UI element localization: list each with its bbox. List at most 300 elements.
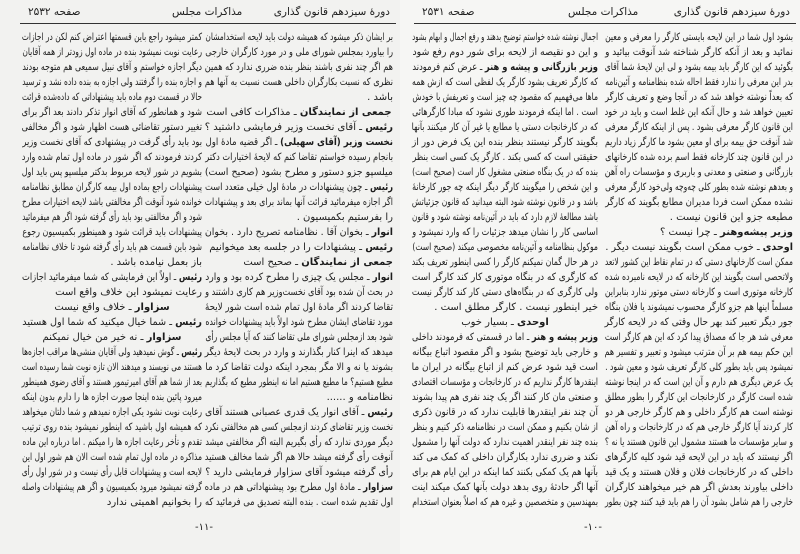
line-text: باشد مطالعهٔ لازم دارد که باید در آئین‌نامه نوشته شود و قانون	[411, 212, 598, 223]
text-line	[412, 285, 598, 300]
column-left	[412, 30, 598, 510]
line-content	[412, 135, 598, 150]
text-line	[605, 420, 793, 435]
line-text: بانجام رسیده خواستم تقاضا کنم که لایحهٔ اختیارات دکتر	[205, 152, 393, 163]
speaker-name: نخست وزیر (آقای سهیلی)	[280, 137, 393, 148]
line-text: مطیع هستیم؟ ما مطیع هستیم اما نه اینطور مطیع که بگذاریم	[205, 377, 393, 388]
line-text: هستند می نویسند و میدهند الان تازه نوبت شما رسیده است	[21, 362, 202, 373]
line-text: بمهندسین و متخصصین و غیره هم که اصلاً بعنوان استخدام	[412, 497, 598, 508]
text-line	[22, 135, 202, 150]
speaker-name: وزیر پیشه‌وهنر	[720, 227, 793, 238]
text-line	[412, 300, 598, 315]
line-text: رأی گرفته میشود آقای سزاوار فرمایشی دارید ؟	[205, 467, 393, 478]
line-text: را بیاورد بمجلس شورای ملی و در مورد کارگران خارجی	[205, 47, 393, 58]
text-line	[412, 345, 598, 360]
line-text: ـ چون پیشنهادات در مادهٔ اول خیلی متعدد است	[205, 182, 371, 193]
line-content	[22, 120, 202, 135]
line-content	[412, 90, 598, 105]
speaker-paragraph-line	[412, 60, 598, 75]
page-2531	[400, 0, 800, 554]
line-content	[22, 420, 202, 435]
line-content	[412, 240, 598, 255]
text-line	[205, 75, 393, 90]
line-content	[670, 210, 793, 225]
line-text: داخلی که در کارخانجات فلان و فلان هستند و یک قید	[605, 467, 793, 478]
line-text: حالا در قسمت دوم ماده باید پیشنهاداتی که داده‌شده قرائت	[21, 92, 202, 103]
line-text: مذاکره در ماده اول تمام شده است الان هم شور اول این	[22, 452, 203, 463]
text-line	[205, 210, 393, 225]
line-text: آن چند نفر اینقدرها قابلیت ندارد که در قانون ذکری	[412, 407, 598, 418]
line-text: و این دو نقیصه از لایحه برای شور دوم رفع شود	[412, 47, 598, 58]
text-line	[22, 75, 202, 90]
line-content	[605, 465, 793, 480]
line-content	[22, 180, 202, 195]
text-line	[605, 165, 793, 180]
text-line	[412, 420, 598, 435]
line-text: داخلی بیاورند بعدش اگر هم خیر میخواهند کارگران	[604, 482, 793, 493]
speaker-paragraph-line	[412, 315, 598, 330]
line-content	[22, 240, 202, 255]
text-line	[22, 480, 202, 495]
text-line	[605, 180, 793, 195]
line-content	[605, 150, 793, 165]
line-content	[22, 225, 202, 240]
text-line	[412, 495, 598, 510]
text-line	[22, 495, 202, 510]
text-line	[412, 135, 598, 150]
line-text: میرود پائین بنده اینجا صورت اجازه ها را دارم بدون اینکه	[21, 392, 202, 403]
text-line	[605, 315, 793, 330]
line-content	[205, 45, 393, 60]
line-content	[205, 300, 393, 315]
speaker-name: جمعی از نمایندگان	[301, 257, 393, 268]
line-content	[412, 60, 598, 75]
line-text: خیر اینطور نیست . کارگر مطلق است .	[434, 302, 598, 313]
line-content	[22, 450, 202, 465]
line-text: ـ شما خیال میکنید که شما اول هستید	[22, 317, 176, 328]
line-text: و صنعتی مان کار کنند اگر یک چند نفری هم پیدا بشوند	[412, 392, 598, 403]
text-line	[205, 435, 393, 450]
line-content	[605, 390, 793, 405]
line-text: که همیشه اول باشید که اینطور نمیشود بنده روی ترتیب	[21, 422, 203, 433]
line-text: نظامنامه و ......	[326, 392, 393, 403]
text-line	[605, 105, 793, 120]
text-line	[205, 300, 393, 315]
speaker-paragraph-line	[205, 255, 393, 270]
line-text: میلسپو جزو دستور و مطرح بشود (صحیح است)	[204, 167, 393, 178]
line-text: را بفرستیم بکمیسیون .	[296, 212, 393, 223]
line-content	[605, 480, 793, 495]
text-line	[412, 465, 598, 480]
line-text: خوانده شود آنوقت اگر مخالفتی باشد لایحه اختیارات مطرح	[22, 197, 202, 208]
text-line	[205, 450, 393, 465]
line-text: یک عرض دیگری هم دارم و آن این است که در اینجا نوشته	[604, 377, 793, 388]
line-text: و سایر مؤسسات ما هستند مشمول این قانون هستند یا نه ؟	[604, 437, 793, 448]
line-text: ـ مذاکرات کافی است	[206, 107, 300, 118]
line-text: نوشته است هم کارگر داخلی و هم کارگر خارجی هر دو	[605, 407, 793, 418]
page-footer-number: -۱۰-	[584, 522, 602, 533]
line-content	[605, 105, 793, 120]
text-line	[205, 165, 393, 180]
header-title: مذاکرات مجلس	[568, 6, 639, 18]
text-line	[205, 345, 393, 360]
text-line	[412, 405, 598, 420]
text-line	[22, 450, 202, 465]
line-text: و بعدهم نوشته شده بطور کلی چه‌وچه ولی‌خود کارگر معرفی	[605, 182, 793, 193]
line-content	[22, 210, 202, 225]
line-text: مطبعه جزو این قانون نیست .	[669, 212, 793, 223]
line-text: و خارجی باید توضیح بشود و اگر مقصود اتباع بیگانه	[412, 347, 598, 358]
line-text: نمائید و بعد از آنکه کارگر شناخته شد آنوقت بیائید و	[605, 47, 793, 58]
line-text: اول تقدیم شده است . بنده البته تصدیق می فرمائید که	[204, 497, 393, 508]
text-line	[205, 330, 393, 345]
text-line	[605, 345, 793, 360]
line-text: در هر حال گمان نمیکنم کارگر را کسی اینطور تعریف بکند	[411, 257, 598, 268]
line-text: آنوقت رأی گرفته میشد حالا هم اگر شما مخالف هستید	[204, 452, 393, 463]
line-text: بنده چند نفر اینقدر اهمیت ندارد که دولت آنها را مشمول	[411, 437, 598, 448]
line-text: اگر اجازه میفرمائید قرائت آنها بماند برای بعد و پیشنهادات	[204, 197, 393, 208]
speaker-name: رئیس	[365, 242, 393, 253]
line-text: نظری که نسبت بکارگران داخلی هست نسبت به آنها هم	[204, 77, 393, 88]
line-text: ـ نه خیر من خیال نمیکنم	[42, 332, 147, 343]
line-content	[412, 210, 598, 225]
text-line	[412, 360, 598, 375]
text-line	[22, 435, 202, 450]
line-text: گرفته نمیشود میرود بکمیسیون و اگر هم پیشنهادات واصله	[21, 482, 202, 493]
line-content	[461, 315, 549, 330]
line-content	[605, 90, 793, 105]
line-text: که کارگر تعریف بشود کارگر یک لفظی است که ازش همه	[412, 77, 598, 88]
text-line	[205, 60, 393, 75]
text-line	[605, 435, 793, 450]
line-text: این حکم بیمه هم بر آن مترتب میشود و تعبیر و تفسیر هم	[604, 347, 793, 358]
speaker-name: وزیر پیشه و هنر	[531, 332, 598, 343]
line-text: بگویند کارگر نیستند بنظر بنده این یک فرض دور از	[412, 137, 598, 148]
text-line	[412, 90, 598, 105]
speaker-name: اوحدی	[517, 317, 549, 328]
text-line	[605, 210, 793, 225]
text-line	[22, 285, 202, 300]
line-content	[205, 195, 393, 210]
text-line	[412, 225, 598, 240]
speaker-paragraph-line	[205, 270, 393, 285]
text-line	[412, 210, 598, 225]
line-text: بآنها هم یک کمکی بکنند کما اینکه در این ایام هم برای	[412, 467, 598, 478]
text-line	[412, 255, 598, 270]
line-text: تغییر دستور تقاضائی هست اظهار شود و اگر مخالفی	[21, 122, 202, 133]
line-text: معرفی شد هر جا که مصداق پیدا کرد که این هم کارگر است	[604, 332, 793, 343]
line-text: است قید شود عرض کنم از اتباع بیگانه در ایران ما	[411, 362, 598, 373]
line-text: کمتر میشود راجع باین قسمتها اعتراض کنم لکن در اجازات	[21, 32, 202, 43]
speaker-paragraph-line	[205, 240, 393, 255]
line-content	[605, 45, 793, 60]
line-content	[22, 465, 202, 480]
speaker-name: اوحدی	[762, 242, 793, 253]
text-line	[412, 480, 598, 495]
line-content	[605, 435, 793, 450]
text-line	[22, 150, 202, 165]
text-line	[205, 195, 393, 210]
line-content	[605, 120, 793, 135]
text-line	[412, 105, 598, 120]
line-content	[412, 195, 598, 210]
line-content	[205, 495, 393, 510]
line-text: رعایت نوبت نمیشود بنده در ماده اول زودتر از همه آقایان	[22, 47, 202, 58]
speaker-paragraph-line	[412, 330, 598, 345]
line-content	[605, 165, 793, 180]
line-content	[42, 330, 181, 345]
line-content	[107, 495, 202, 510]
speaker-name: رئیس	[365, 122, 393, 133]
text-line	[22, 465, 202, 480]
line-content	[22, 270, 202, 285]
line-content	[22, 345, 202, 360]
line-content	[605, 60, 793, 75]
line-content	[412, 480, 598, 495]
line-content	[412, 465, 598, 480]
line-content	[205, 285, 393, 300]
line-content	[412, 390, 598, 405]
text-line	[605, 285, 793, 300]
line-text: تقدم و تأخر رعایت اجازه ها را میکنم . اما درباره این ماده	[22, 437, 202, 448]
line-content	[412, 180, 598, 195]
line-content	[206, 105, 391, 120]
line-text: حقیقتی است که کسی بکند . کارگر یک کسی است بنظر	[412, 152, 598, 163]
line-content	[22, 405, 202, 420]
speaker-paragraph-line	[205, 135, 393, 150]
text-line	[605, 45, 793, 60]
text-line	[412, 270, 598, 285]
line-text: از شان بکنیم و ممکن است در نظامنامه ذکر کنیم و بنظر	[411, 422, 598, 433]
text-line	[22, 225, 202, 240]
text-line	[205, 150, 393, 165]
text-line	[205, 45, 393, 60]
line-content	[412, 165, 598, 180]
header-session: دورهٔ سیزدهم قانون گذاری	[273, 6, 390, 18]
column-right	[205, 30, 393, 510]
text-line	[22, 180, 202, 195]
line-content	[605, 30, 793, 45]
header-title: مذاکرات مجلس	[172, 6, 243, 18]
text-line	[605, 480, 793, 495]
line-text: تعیین خواهد شد و حال آنکه این غلط است و باید در خود	[604, 107, 793, 118]
line-text: نمیشود پس باید بطور کلی کارگر تعریف شود و معین شود .	[605, 362, 793, 373]
line-content	[605, 300, 793, 315]
speaker-name: سزاوار	[146, 332, 182, 343]
line-text: ـ پیشنهادات را در جلسه بعد میخوانیم	[209, 242, 366, 253]
line-text: ـ بخوان آقا . نظامنامه تصریح دارد . بخوان	[204, 227, 372, 238]
line-text: ـ بسیار خوب	[461, 317, 518, 328]
line-text: شود و همانطور که آقای انوار تذکر دادند بعد اگر برای	[21, 107, 202, 118]
line-content	[297, 210, 393, 225]
text-line	[412, 450, 598, 465]
line-content	[412, 360, 598, 375]
line-text: کارخانه موتوری است و کارخانه دستی موتور ندارد بنابراین	[604, 287, 793, 298]
line-text: کردند فرمودند که اگر شور در ماده اول تمام شده وارد	[21, 152, 202, 163]
line-text: ولی کارگری که در بنگاه‌های دستی کار کند کارگر نیست	[411, 287, 598, 298]
line-content	[605, 450, 793, 465]
line-content	[205, 150, 393, 165]
line-text: را بخوانیم اهمیتی ندارد	[106, 497, 202, 508]
line-text: شود و اگر مخالفتی بود باید رأی گرفته شود اگر هم میفرمائید	[22, 212, 202, 223]
text-line	[22, 390, 202, 405]
line-content	[412, 375, 598, 390]
speaker-name: رئیس	[178, 272, 202, 283]
text-line	[22, 360, 202, 375]
line-content	[205, 360, 393, 375]
line-text: اجمال نوشته شده خواستم توضیح بدهند و رفع اجمال و ابهام بشود	[412, 32, 598, 43]
line-text: پیشنهادات باید قرائت شود و همینطور بکمیسیون رجوع	[22, 227, 203, 238]
text-line	[412, 435, 598, 450]
line-text: بنده که در یک بنگاه صنعتی مشغول کار است (صحیح است)	[412, 167, 598, 178]
line-content	[605, 195, 793, 210]
line-text: اینقدرها کارگر نداریم که در کارخانجات و مؤسسات اقتصادی	[411, 377, 598, 388]
line-content	[605, 240, 793, 255]
text-line	[605, 150, 793, 165]
text-line	[22, 240, 202, 255]
line-content	[412, 330, 598, 345]
text-line	[412, 165, 598, 180]
line-content	[205, 480, 393, 495]
line-text: ـ عرض کنم فرمودند	[412, 62, 485, 73]
line-text: مسلماً اینها هم جزو کارگر محسوب نمیشوند یا فلان بنگاه	[604, 302, 793, 313]
text-line	[205, 30, 393, 45]
line-content	[205, 135, 393, 150]
line-content	[605, 405, 793, 420]
text-line	[205, 375, 393, 390]
line-content	[412, 345, 598, 360]
line-text: بازرگانی و صنعتی و معدنی و باربری و مؤسسات راه آهن	[604, 167, 793, 178]
line-text: ماها می‌فهمیم که مقصود چه چیز است و تعریفش با خودش	[412, 92, 598, 103]
header-session: دورهٔ سیزدهم قانون گذاری	[673, 6, 790, 18]
line-content	[22, 360, 202, 375]
line-content	[22, 75, 202, 90]
line-text: ـ خلاف واقع نیست	[54, 302, 135, 313]
line-content	[412, 435, 598, 450]
text-line	[412, 30, 598, 45]
text-line	[605, 405, 793, 420]
line-content	[205, 30, 393, 45]
speaker-name: انوار	[371, 227, 393, 238]
line-content	[205, 75, 393, 90]
line-content	[205, 405, 393, 420]
line-text: ـ اما در قسمتی که فرمودند داخلی	[412, 332, 532, 343]
line-text: بدر این معرفی را ندارد فقط احاله شده بنظامنامه و آئین‌نامه	[605, 77, 793, 88]
header-page-number: صفحه ۲۵۳۱	[422, 6, 475, 18]
column-right	[605, 30, 793, 510]
line-content	[22, 30, 202, 45]
text-line	[412, 240, 598, 255]
text-line	[605, 195, 793, 210]
line-content	[412, 285, 598, 300]
line-text: ـ خوب ممکن است بگویند نیست دیگر .	[605, 242, 763, 253]
line-text: باشد .	[367, 92, 393, 103]
line-content	[54, 300, 169, 315]
line-text: بشوند یا نه و الا مگر بمجرد اینکه دولت تقاضا کرد ما	[205, 362, 393, 373]
line-text: که بعداً نوشته خواهد شد که در آنجا وضع و تعریف کارگر	[605, 92, 793, 103]
line-content	[205, 420, 393, 435]
line-content	[605, 285, 793, 300]
line-content	[205, 450, 393, 465]
line-text: و این شخص را میگویند کارگر دیگر اینکه چه جور کارخانهٔ	[412, 182, 598, 193]
line-text: اگر نیستند که باید در این لایحه قید شود کلیه کارگرهای	[604, 452, 793, 463]
line-content	[243, 255, 393, 270]
line-text: شده است کارگر در کارخانجات این کارگر را بطور مطلق	[605, 392, 793, 403]
line-text: ـ مادهٔ اول مطرح بود پیشنهاداتی هم در ماده	[204, 482, 364, 493]
line-content	[412, 45, 598, 60]
speaker-paragraph-line	[605, 225, 793, 240]
line-content	[412, 495, 598, 510]
line-content	[209, 240, 393, 255]
line-content	[412, 270, 598, 285]
line-text: بعد از شما هم آقای امیرتیمور هستند و آقای رضوی همینطور	[21, 377, 202, 388]
line-content	[205, 180, 393, 195]
line-content	[22, 150, 202, 165]
line-content	[22, 165, 202, 180]
line-content	[605, 495, 793, 510]
line-text: شود باین قسمت هم باید رأی گرفته شود تا خلاف نظامنامه	[22, 242, 203, 253]
speaker-paragraph-line	[205, 225, 393, 240]
line-text: ممکن است کارخانهای دستی که در تمام نقاط این کشور لاتعد	[604, 257, 793, 268]
header-page-number: صفحه ۲۵۳۲	[28, 6, 81, 18]
text-line	[22, 45, 202, 60]
text-line	[605, 450, 793, 465]
text-line	[605, 495, 793, 510]
line-text: ـ چرا نیست ؟	[660, 227, 721, 238]
line-content	[205, 315, 393, 330]
text-line	[412, 180, 598, 195]
line-text: و اجازه بنده را گرفتند ولی اجازه به بنده داده نشد و ترسید	[22, 77, 202, 88]
line-text: موکول بنظامنامه و آئین‌نامه مخصوصی میکند (صحیح است)	[412, 242, 598, 253]
speaker-name: رئیس	[370, 182, 393, 193]
text-line	[412, 45, 598, 60]
text-line	[22, 165, 202, 180]
line-text: ـ صحیح است	[243, 257, 302, 268]
line-text: مورد تقاضای ایشان مطرح شود اولاً باید پیشنهادات خوانده	[205, 317, 393, 328]
line-text: بشود اول شما در این لایحه بایستی کارگر را معرفی و معین	[605, 32, 793, 43]
text-line	[412, 120, 598, 135]
speaker-paragraph-line	[22, 270, 202, 285]
text-line	[205, 420, 393, 435]
line-content	[205, 465, 393, 480]
speaker-name: رئیس	[181, 347, 202, 358]
line-content	[605, 180, 793, 195]
line-content	[205, 435, 393, 450]
speaker-paragraph-line	[205, 105, 393, 120]
line-text: کار کردند آیا کارگر خارجی هم که در کارخانجات و راه آهن	[605, 422, 793, 433]
speaker-paragraph-line	[22, 315, 202, 330]
text-line	[22, 105, 202, 120]
header-rule	[20, 23, 396, 24]
line-content	[412, 225, 598, 240]
line-text: جور دیگر تعبیر کند بهر حال وقتی که در لایحه کارگر	[604, 317, 793, 328]
line-text: بود باید رأی گرفت در پیشنهادی که آقای نخست وزیر	[22, 137, 202, 148]
line-text: باشد و در قانون نوشته شود البته میدانید که قانون جزئیاتش	[411, 197, 598, 208]
line-content	[22, 135, 202, 150]
line-text: ـ اولاً این فرمایشی که شما میفرمائید اجازات	[21, 272, 179, 283]
line-content	[22, 195, 202, 210]
text-line	[22, 420, 202, 435]
text-line	[605, 255, 793, 270]
text-line	[605, 120, 793, 135]
line-text: ـ آقای نخست وزیر فرمایشی داشتید ؟	[204, 122, 366, 133]
line-text: میدهد که اینرا کنار بگذارند و وارد در بحث لایحهٔ دیگر	[204, 347, 393, 358]
page-footer-number: -۱۱-	[195, 522, 213, 533]
line-content	[205, 225, 393, 240]
text-line	[22, 195, 202, 210]
line-text: باز بعمل نیامده باشد .	[110, 257, 202, 268]
line-text: است . اما اینکه فرمودند طوری نشود که مبادا کارگرهائی	[412, 107, 598, 118]
